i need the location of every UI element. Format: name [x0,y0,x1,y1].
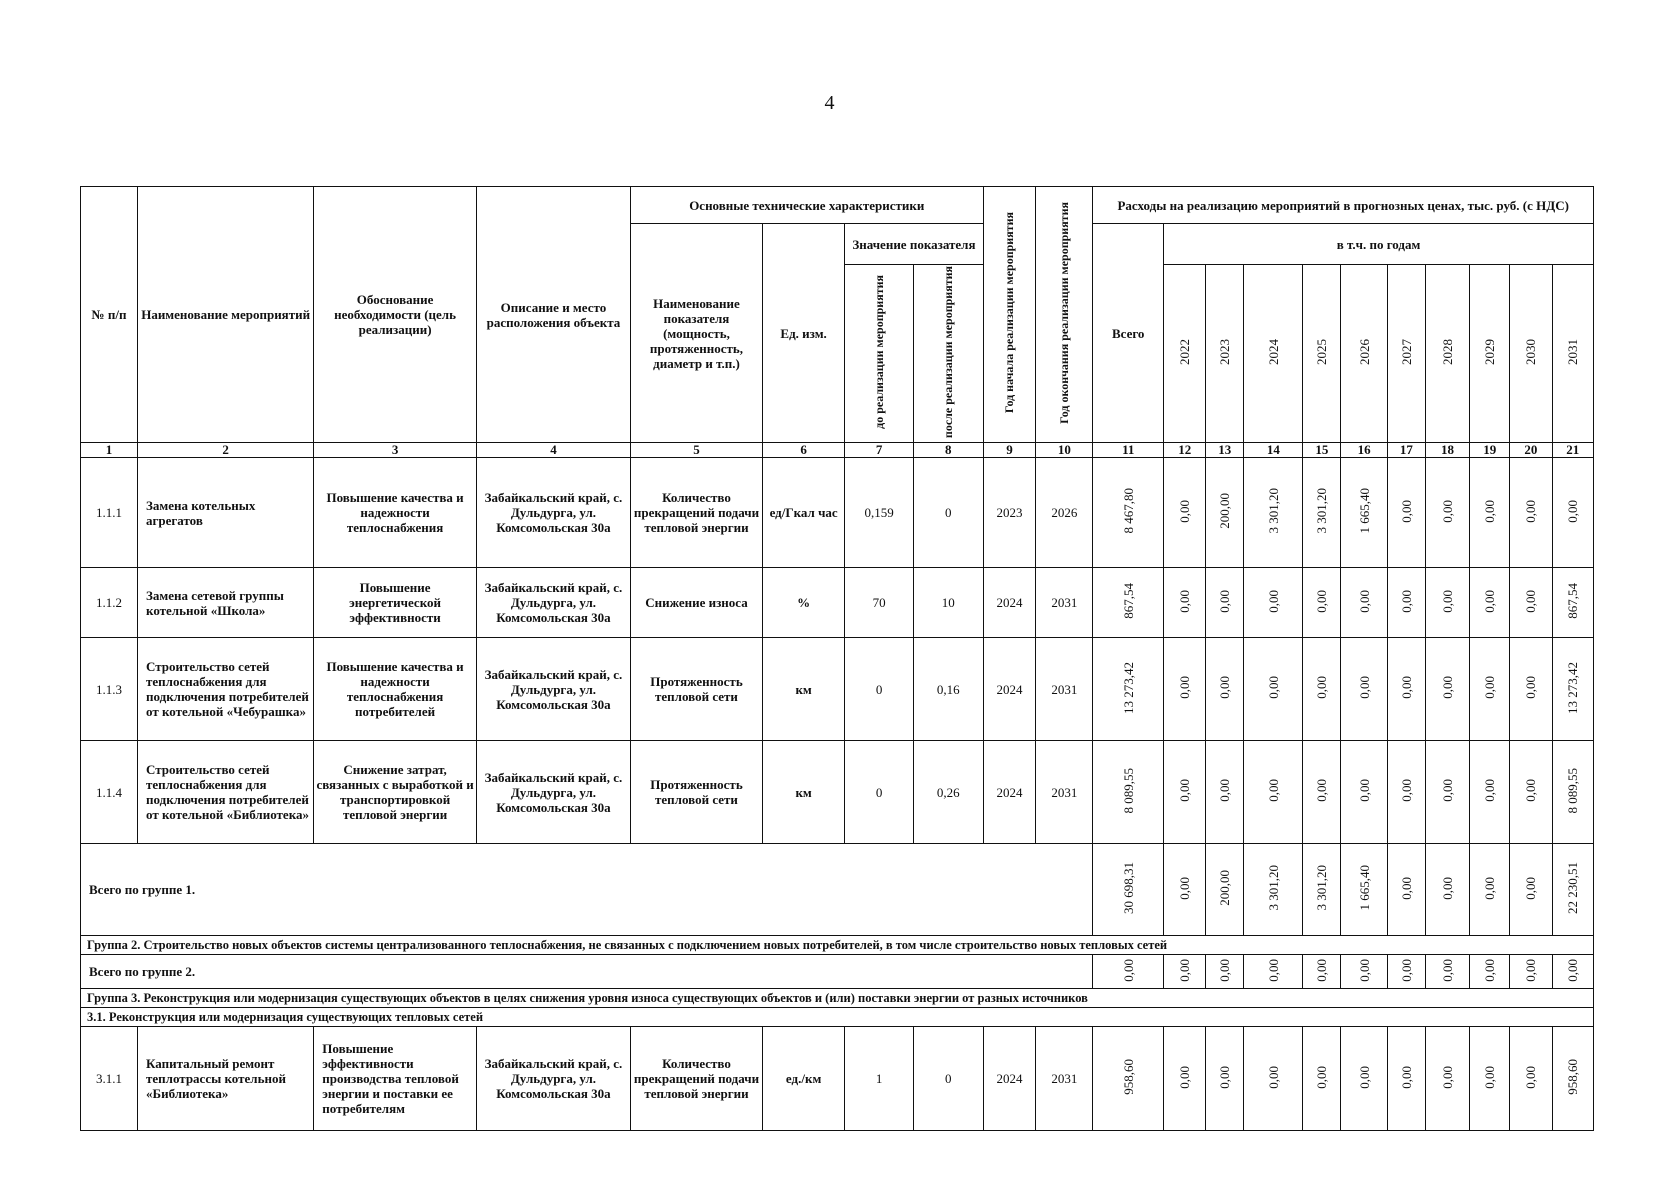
row-num: 1.1.3 [81,638,138,741]
row-year-value: 0,00 [1177,676,1193,699]
group-2-total-row [81,955,1594,989]
row-year-value: 0,00 [1177,499,1193,523]
row-before: 0 [845,638,914,741]
row-num: 1.1.2 [81,568,138,638]
row-year-value: 0,00 [1523,779,1539,802]
row-year-cost [1206,458,1244,568]
group-1-year-cost [1510,844,1552,936]
row-year-value: 0,00 [1177,589,1193,613]
row-year-value: 0,00 [1217,676,1233,699]
group-1-year-value: 0,00 [1398,876,1414,900]
column-number: 11 [1093,443,1164,458]
header-year-text: 2031 [1565,339,1581,366]
row-end: 2031 [1036,638,1093,741]
row-num: 1.1.4 [81,741,138,844]
row-end: 2031 [1036,741,1093,844]
header-num: № п/п [81,187,138,443]
header-total: Всего [1093,224,1164,443]
header-year-text: 2028 [1440,339,1455,366]
row-year-value: 0,00 [1523,1065,1539,1089]
header-before-text: до реализации мероприятия [871,275,886,429]
row-location: Забайкальский край, с. Дульдурга, ул. Комсомольская 30а [476,741,630,844]
row-year-value: 0,00 [1523,676,1539,699]
row-year-value: 0,00 [1314,1065,1330,1089]
row-year-cost [1470,638,1510,741]
table-row [81,638,1594,741]
group-2-year-value: 0,00 [1265,958,1281,982]
row-end: 2031 [1036,568,1093,638]
group-1-total [1093,844,1164,936]
group-2-year-value: 0,00 [1440,958,1455,982]
row-year-cost [1425,1027,1469,1131]
row-name: Строительство сетей теплоснабжения для подключения потребителей от котельной «Чебурашка» [138,638,314,741]
row-year-cost [1244,741,1303,844]
column-number: 18 [1425,443,1469,458]
row-year-value: 0,00 [1356,676,1372,699]
row-year-cost [1470,568,1510,638]
row-year-value: 0,00 [1177,779,1193,802]
row-year-cost [1387,638,1425,741]
row-num: 3.1.1 [81,1027,138,1131]
row-year-value: 8 089,55 [1565,767,1581,814]
row-indicator: Протяженность тепловой сети [631,741,763,844]
row-year-value: 0,00 [1482,1065,1498,1089]
row-unit: км [762,741,844,844]
row-year-value: 0,00 [1398,779,1414,802]
row-year-cost [1244,458,1303,568]
header-year [1387,265,1425,443]
header-year [1470,265,1510,443]
row-unit: ед./км [762,1027,844,1131]
header-year [1341,265,1387,443]
header-year [1303,265,1341,443]
row-after: 0,16 [913,638,983,741]
row-justification: Повышение энергетической эффективности [314,568,477,638]
row-location: Забайкальский край, с. Дульдурга, ул. Комсомольская 30а [476,458,630,568]
group-1-year-cost [1470,844,1510,936]
header-after-text: после реализации мероприятия [940,266,955,439]
row-year-value: 13 273,42 [1565,661,1581,714]
row-total [1093,638,1164,741]
group-2-year-value: 0,00 [1398,958,1414,982]
row-year-cost [1470,741,1510,844]
header-year-text: 2027 [1398,339,1414,366]
group-2-total-label: Всего по группе 2. [81,955,1093,989]
group-2-total [1093,955,1164,989]
row-year-cost [1425,568,1469,638]
row-total [1093,741,1164,844]
group-1-total-label: Всего по группе 1. [81,844,1093,936]
row-year-value: 0,00 [1440,1065,1455,1089]
row-indicator: Количество прекращений подачи тепловой энергии [631,458,763,568]
row-year-cost [1425,638,1469,741]
header-year-text: 2029 [1482,339,1498,366]
row-justification: Снижение затрат, связанных с выработкой и транспортировкой тепловой энергии [314,741,477,844]
header-year [1164,265,1206,443]
group-1-year-value: 3 301,20 [1314,865,1330,911]
row-year-value: 0,00 [1523,499,1539,523]
group-1-year-value: 3 301,20 [1265,865,1281,911]
group-2-total-value: 0,00 [1120,958,1136,982]
row-year-cost [1164,638,1206,741]
row-indicator: Количество прекращений подачи тепловой энергии [631,1027,763,1131]
row-year-cost [1425,458,1469,568]
row-year-value: 0,00 [1482,779,1498,802]
row-year-value: 958,60 [1565,1059,1581,1095]
group-1-year-value: 1 665,40 [1356,865,1372,911]
group-2-year-cost [1164,955,1206,989]
group-1-total-row [81,844,1594,936]
row-year-value: 0,00 [1314,779,1330,802]
column-number: 9 [983,443,1036,458]
group-2-year-value: 0,00 [1523,958,1539,982]
row-after: 0,26 [913,741,983,844]
header-year-text: 2030 [1523,339,1539,366]
table-row [81,568,1594,638]
group-1-year-value: 0,00 [1482,876,1498,900]
row-year-cost [1510,568,1552,638]
row-year-cost [1387,568,1425,638]
header-year-text: 2025 [1314,339,1330,366]
row-year-value: 3 301,20 [1314,488,1330,534]
row-year-value: 0,00 [1565,499,1581,523]
row-year-cost [1552,568,1594,638]
header-year [1510,265,1552,443]
subgroup-3-1-title-row [81,1008,1594,1027]
row-year-cost [1206,741,1244,844]
row-year-cost [1164,741,1206,844]
column-number: 14 [1244,443,1303,458]
row-location: Забайкальский край, с. Дульдурга, ул. Комсомольская 30а [476,568,630,638]
row-start: 2024 [983,1027,1036,1131]
row-end: 2026 [1036,458,1093,568]
row-year-value: 0,00 [1265,676,1281,699]
header-year [1244,265,1303,443]
row-year-cost [1244,638,1303,741]
column-number: 5 [631,443,763,458]
header-tech-characteristics: Основные технические характеристики [631,187,984,224]
row-year-cost [1552,458,1594,568]
row-year-value: 0,00 [1440,589,1455,613]
row-year-cost [1470,1027,1510,1131]
group-2-year-cost [1552,955,1594,989]
column-number: 4 [476,443,630,458]
column-number-row [81,443,1594,458]
header-year-text: 2022 [1177,339,1193,366]
row-year-cost [1303,638,1341,741]
row-total [1093,568,1164,638]
row-before: 1 [845,1027,914,1131]
column-number: 12 [1164,443,1206,458]
header-year-start [983,187,1036,443]
row-after: 0 [913,1027,983,1131]
row-year-value: 0,00 [1398,676,1414,699]
row-year-value: 867,54 [1565,583,1581,619]
header-costs: Расходы на реализацию мероприятий в прогнозных ценах, тыс. руб. (с НДС) [1093,187,1594,224]
table-row [81,458,1594,568]
header-location: Описание и место расположения объекта [476,187,630,443]
group-2-year-cost [1510,955,1552,989]
group-2-year-value: 0,00 [1356,958,1372,982]
group-1-year-cost [1425,844,1469,936]
header-value-group: Значение показателя [845,224,983,265]
header-year [1425,265,1469,443]
row-year-cost [1303,568,1341,638]
row-before: 70 [845,568,914,638]
row-name: Строительство сетей теплоснабжения для подключения потребителей от котельной «Библиотека» [138,741,314,844]
row-year-value: 0,00 [1356,779,1372,802]
row-year-cost [1552,1027,1594,1131]
row-year-value: 0,00 [1265,1065,1281,1089]
group-2-year-value: 0,00 [1177,958,1193,982]
row-year-cost [1387,741,1425,844]
header-year-end-text: Год окончания реализации мероприятия [1056,202,1071,424]
group-2-year-cost [1470,955,1510,989]
row-year-cost [1470,458,1510,568]
row-year-cost [1510,741,1552,844]
row-year-cost [1552,741,1594,844]
group-1-year-cost [1341,844,1387,936]
group-1-year-cost [1552,844,1594,936]
row-start: 2024 [983,638,1036,741]
row-name: Капитальный ремонт теплотрассы котельной «Библиотека» [138,1027,314,1131]
row-total [1093,458,1164,568]
row-year-cost [1552,638,1594,741]
group-2-year-cost [1244,955,1303,989]
group-1-year-cost [1387,844,1425,936]
group-3-title-row [81,989,1594,1008]
column-number: 10 [1036,443,1093,458]
page-number: 4 [824,92,835,114]
row-indicator: Протяженность тепловой сети [631,638,763,741]
column-number: 17 [1387,443,1425,458]
group-2-year-value: 0,00 [1314,958,1330,982]
group-1-year-cost [1244,844,1303,936]
group-2-year-cost [1303,955,1341,989]
row-end: 2031 [1036,1027,1093,1131]
column-number: 2 [138,443,314,458]
row-year-cost [1510,458,1552,568]
row-start: 2024 [983,741,1036,844]
column-number: 3 [314,443,477,458]
row-name: Замена сетевой группы котельной «Школа» [138,568,314,638]
row-year-cost [1341,638,1387,741]
header-name: Наименование мероприятий [138,187,314,443]
row-after: 0 [913,458,983,568]
header-row-1 [81,187,1594,224]
row-year-cost [1164,1027,1206,1131]
row-num: 1.1.1 [81,458,138,568]
row-total-value: 958,60 [1120,1059,1136,1095]
header-year-text: 2024 [1265,339,1281,366]
row-year-value: 0,00 [1265,779,1281,802]
row-year-value: 0,00 [1177,1065,1193,1089]
group-2-year-value: 0,00 [1565,958,1581,982]
row-year-value: 0,00 [1217,779,1233,802]
row-start: 2023 [983,458,1036,568]
row-year-cost [1303,458,1341,568]
column-number: 20 [1510,443,1552,458]
row-name: Замена котельных агрегатов [138,458,314,568]
row-year-cost [1387,458,1425,568]
group-1-year-cost [1303,844,1341,936]
row-year-value: 0,00 [1440,499,1455,523]
row-unit: % [762,568,844,638]
investment-plan-table [80,186,1594,1131]
group-2-year-value: 0,00 [1217,958,1233,982]
group-2-title: Группа 2. Строительство новых объектов системы централизованного теплоснабжения, не связанных с подключением новых потребителей, в том числе строительство новых тепловых сетей [81,936,1594,955]
row-total-value: 8 089,55 [1120,767,1136,814]
row-year-value: 0,00 [1440,779,1455,802]
group-2-year-cost [1425,955,1469,989]
group-3-title: Группа 3. Реконструкция или модернизация существующих объектов в целях снижения уровня износа существующих объектов и (или) поставки энергии от разных источников [81,989,1594,1008]
group-1-year-value: 200,00 [1217,870,1233,906]
row-year-cost [1164,568,1206,638]
header-year-text: 2023 [1217,339,1233,366]
group-1-year-value: 22 230,51 [1565,862,1581,915]
row-year-cost [1206,1027,1244,1131]
row-year-value: 0,00 [1440,676,1455,699]
row-year-value: 1 665,40 [1356,488,1372,534]
row-year-value: 0,00 [1265,589,1281,613]
header-year [1552,265,1594,443]
column-number: 21 [1552,443,1594,458]
row-before: 0,159 [845,458,914,568]
column-number: 15 [1303,443,1341,458]
column-number: 13 [1206,443,1244,458]
subgroup-3-1-title: 3.1. Реконструкция или модернизация существующих тепловых сетей [81,1008,1594,1027]
row-year-cost [1303,741,1341,844]
column-number: 16 [1341,443,1387,458]
table-row [81,741,1594,844]
row-year-cost [1510,638,1552,741]
row-year-value: 0,00 [1217,589,1233,613]
row-unit: ед/Гкал час [762,458,844,568]
row-year-value: 0,00 [1356,589,1372,613]
header-year-start-text: Год начала реализации мероприятия [1001,212,1016,414]
header-unit: Ед. изм. [762,224,844,443]
group-1-year-cost [1164,844,1206,936]
row-year-cost [1244,568,1303,638]
row-total [1093,1027,1164,1131]
row-total-value: 867,54 [1120,583,1136,619]
row-year-cost [1303,1027,1341,1131]
row-location: Забайкальский край, с. Дульдурга, ул. Комсомольская 30а [476,1027,630,1131]
row-year-cost [1387,1027,1425,1131]
header-justification: Обоснование необходимости (цель реализации) [314,187,477,443]
group-1-year-value: 0,00 [1523,876,1539,900]
header-by-years: в т.ч. по годам [1164,224,1594,265]
row-year-value: 0,00 [1398,589,1414,613]
column-number: 8 [913,443,983,458]
group-1-year-value: 0,00 [1440,876,1455,900]
row-year-cost [1164,458,1206,568]
row-total-value: 13 273,42 [1120,661,1136,714]
column-number: 1 [81,443,138,458]
group-1-total-value: 30 698,31 [1120,862,1136,915]
header-year [1206,265,1244,443]
row-year-value: 0,00 [1398,1065,1414,1089]
table-row [81,1027,1594,1131]
row-year-value: 0,00 [1398,499,1414,523]
row-year-cost [1341,1027,1387,1131]
row-year-value: 0,00 [1314,676,1330,699]
row-year-cost [1425,741,1469,844]
row-year-cost [1510,1027,1552,1131]
group-2-year-cost [1387,955,1425,989]
row-year-cost [1341,741,1387,844]
row-justification: Повышение качества и надежности теплоснабжения потребителей [314,638,477,741]
row-before: 0 [845,741,914,844]
row-justification: Повышение качества и надежности теплоснабжения [314,458,477,568]
row-year-value: 0,00 [1356,1065,1372,1089]
group-2-year-cost [1341,955,1387,989]
column-number: 7 [845,443,914,458]
row-year-value: 0,00 [1482,676,1498,699]
header-indicator-name: Наименование показателя (мощность, протяженность, диаметр и т.п.) [631,224,763,443]
row-year-cost [1206,638,1244,741]
header-year-end [1036,187,1093,443]
column-number: 19 [1470,443,1510,458]
row-after: 10 [913,568,983,638]
header-year-text: 2026 [1356,339,1372,366]
row-location: Забайкальский край, с. Дульдурга, ул. Комсомольская 30а [476,638,630,741]
group-2-year-value: 0,00 [1482,958,1498,982]
header-before [845,265,914,443]
group-1-year-cost [1206,844,1244,936]
header-after [913,265,983,443]
row-start: 2024 [983,568,1036,638]
row-year-cost [1244,1027,1303,1131]
group-2-year-cost [1206,955,1244,989]
group-2-title-row [81,936,1594,955]
row-year-cost [1206,568,1244,638]
row-year-value: 200,00 [1217,493,1233,529]
row-year-cost [1341,458,1387,568]
row-year-value: 3 301,20 [1265,488,1281,534]
row-year-value: 0,00 [1523,589,1539,613]
row-year-value: 0,00 [1314,589,1330,613]
row-year-value: 0,00 [1217,1065,1233,1089]
row-year-value: 0,00 [1482,499,1498,523]
row-indicator: Снижение износа [631,568,763,638]
row-unit: км [762,638,844,741]
row-year-cost [1341,568,1387,638]
group-1-year-value: 0,00 [1177,876,1193,900]
row-total-value: 8 467,80 [1120,488,1136,534]
column-number: 6 [762,443,844,458]
row-year-value: 0,00 [1482,589,1498,613]
row-justification: Повышение эффективности производства тепловой энергии и поставки ее потребителям [314,1027,477,1131]
